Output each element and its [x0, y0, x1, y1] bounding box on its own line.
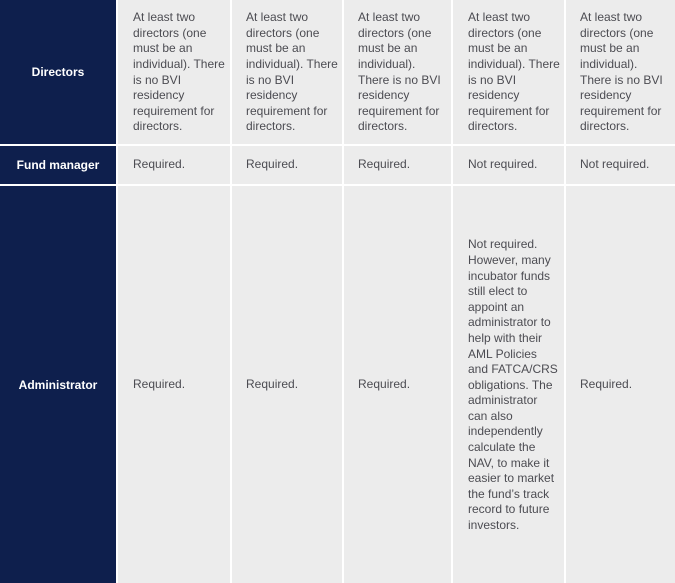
cell-text: At least two directors (one must be an individual). There is no BVI residency requirement for directors.: [358, 10, 441, 134]
table-cell: [116, 186, 230, 583]
cell-text: At least two directors (one must be an individual). There is no BVI residency requirement for directors.: [580, 10, 663, 134]
table-cell: [451, 146, 564, 186]
cell-text: Required.: [358, 376, 411, 391]
table-row-fund-manager: [0, 146, 675, 186]
cell-text: At least two directors (one must be an individual). There is no BVI residency requirement for directors.: [246, 10, 338, 134]
cell-text: Required.: [580, 376, 633, 391]
table-row-administrator: [0, 186, 675, 583]
row-header-administrator: Administrator: [0, 186, 116, 583]
table-cell: [564, 186, 675, 583]
cell-text: Required.: [133, 376, 186, 391]
table-cell: [451, 0, 564, 146]
table-cell: [342, 186, 451, 583]
table-cell: [230, 0, 342, 146]
table-cell: [230, 146, 342, 186]
cell-text: At least two directors (one must be an individual). There is no BVI residency requirement for directors.: [133, 10, 225, 134]
table-cell: [116, 146, 230, 186]
cell-text: Required.: [246, 157, 299, 172]
table-cell: [116, 0, 230, 146]
table-cell: [342, 0, 451, 146]
table-cell: [342, 146, 451, 186]
cell-text: Not required. However, many incubator funds still elect to appoint an administrator to help with their AML Policies and FATCA/CRS obligations. The administrator can also independently calculate the NAV, to make it easier to market the fund’s track record to future investors.: [468, 237, 558, 533]
table-row-directors: [0, 0, 675, 146]
cell-text: Not required.: [468, 157, 538, 172]
table-cell: [564, 146, 675, 186]
row-header-directors: Directors: [0, 0, 116, 146]
table-cell: [451, 186, 564, 583]
cell-text: Not required.: [580, 157, 650, 172]
row-header-fund-manager: Fund manager: [0, 146, 116, 186]
table-cell: [230, 186, 342, 583]
table-cell: [564, 0, 675, 146]
cell-text: Required.: [358, 157, 411, 172]
cell-text: Required.: [246, 376, 299, 391]
cell-text: Required.: [133, 157, 186, 172]
cell-text: At least two directors (one must be an individual). There is no BVI residency requirement for directors.: [468, 10, 560, 134]
